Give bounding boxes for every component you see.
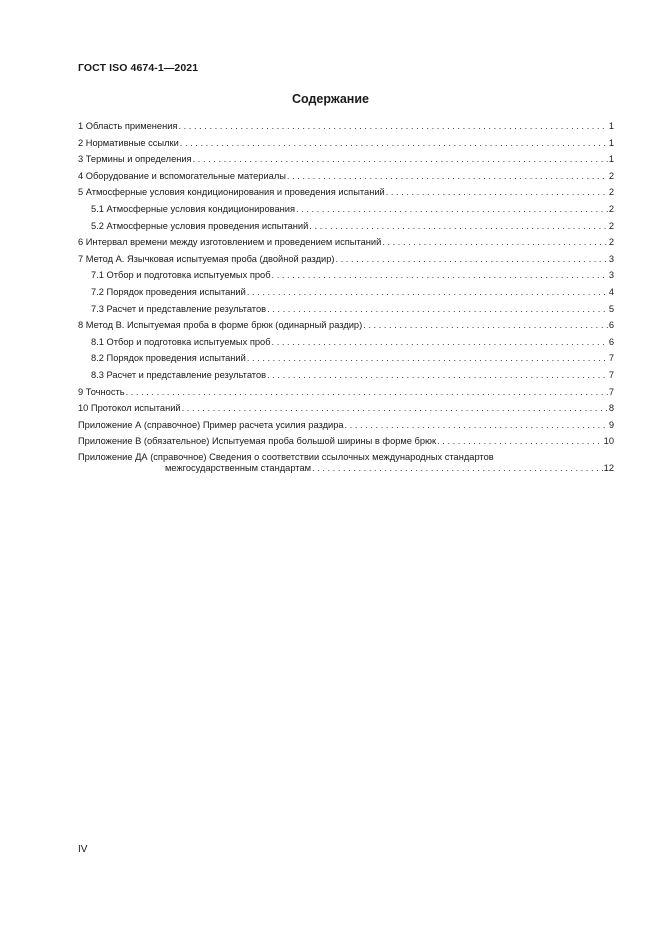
toc-entry-page: 7	[608, 386, 614, 397]
leader-dots	[363, 320, 608, 332]
leader-dots	[272, 337, 608, 349]
toc-subentry[interactable]	[78, 299, 614, 316]
toc-entry[interactable]	[78, 182, 614, 199]
toc-entry-page: 7	[608, 353, 614, 364]
leader-dots	[437, 436, 603, 448]
toc-entry-label: 7 Метод А. Язычковая испытуемая проба (двойной раздир)	[78, 253, 335, 264]
leader-dots	[386, 187, 608, 199]
leader-dots	[312, 463, 603, 475]
toc-subentry[interactable]	[78, 216, 614, 233]
toc-entry-page: 1	[608, 154, 614, 165]
toc-entry[interactable]	[78, 116, 614, 133]
toc-entry[interactable]	[78, 415, 614, 432]
toc-subentry[interactable]	[78, 365, 614, 382]
toc-entry[interactable]	[78, 452, 614, 475]
toc-entry[interactable]	[78, 431, 614, 448]
toc-entry-label: 7.3 Расчет и представление результатов	[91, 303, 267, 314]
toc-entry-label: 7.2 Порядок проведения испытаний	[91, 287, 246, 298]
toc-entry-label: 8.1 Отбор и подготовка испытуемых проб	[91, 336, 271, 347]
toc-entry-label: 8 Метод В. Испытуемая проба в форме брюк (одинарный раздир)	[78, 320, 363, 331]
toc-entry-label: Приложение В (обязательное) Испытуемая проба большой ширины в форме брюк	[78, 436, 437, 447]
toc-entry-label: 6 Интервал времени между изготовлением и проведением испытаний	[78, 237, 382, 248]
toc-entry-page: 2	[608, 170, 614, 181]
toc-subentry[interactable]	[78, 348, 614, 365]
leader-dots	[296, 204, 608, 216]
toc-entry-label: 9 Точность	[78, 386, 125, 397]
toc-entry-page: 7	[608, 370, 614, 380]
toc-title: Содержание	[291, 92, 369, 106]
toc-entry[interactable]	[78, 382, 614, 399]
leader-dots	[247, 353, 608, 365]
leader-dots	[193, 154, 608, 166]
toc-entry-page: 4	[608, 287, 614, 298]
toc-entry[interactable]	[78, 398, 614, 415]
leader-dots	[126, 387, 608, 399]
toc-entry-page: 1	[608, 121, 614, 132]
toc-entry[interactable]	[78, 249, 614, 266]
toc-entry-label: 5 Атмосферные условия кондиционирования и проведения испытаний	[78, 187, 385, 198]
leader-dots	[267, 370, 608, 382]
toc-entry-label: 2 Нормативные ссылки	[78, 137, 179, 148]
leader-dots	[180, 138, 608, 150]
document-code: ГОСТ ISO 4674-1—2021	[78, 62, 199, 74]
toc-entry-page: 3	[608, 270, 614, 281]
toc-entry-continuation	[78, 463, 614, 475]
table-of-contents	[78, 116, 614, 475]
leader-dots	[345, 420, 608, 432]
toc-subentry[interactable]	[78, 282, 614, 299]
toc-entry-label: Приложение А (справочное) Пример расчета усилия раздира	[78, 419, 344, 430]
leader-dots	[247, 287, 608, 299]
leader-dots	[272, 270, 608, 282]
toc-entry-label: 5.1 Атмосферные условия кондиционирования	[91, 204, 295, 215]
toc-entry-label: 8.2 Порядок проведения испытаний	[91, 353, 246, 364]
toc-entry[interactable]	[78, 149, 614, 166]
toc-entry-label: 8.3 Расчет и представление результатов	[91, 370, 267, 380]
toc-entry-page: 5	[608, 303, 614, 314]
toc-entry-label: 4 Оборудование и вспомогательные материалы	[78, 170, 286, 181]
toc-entry-label: 7.1 Отбор и подготовка испытуемых проб	[91, 270, 271, 281]
toc-subentry[interactable]	[78, 332, 614, 349]
leader-dots	[382, 237, 608, 249]
page-number: IV	[78, 844, 88, 855]
toc-entry-page: 9	[608, 419, 614, 430]
toc-entry-page: 6	[608, 336, 614, 347]
toc-entry-page: 2	[608, 220, 614, 231]
leader-dots	[178, 121, 607, 133]
toc-entry-label: 5.2 Атмосферные условия проведения испытаний	[91, 220, 309, 231]
leader-dots	[309, 221, 608, 233]
leader-dots	[335, 254, 607, 266]
toc-entry-page: 3	[608, 253, 614, 264]
toc-entry-label-continued: межгосударственным стандартам	[165, 463, 312, 474]
toc-entry[interactable]	[78, 166, 614, 183]
toc-entry-page: 8	[608, 403, 614, 414]
toc-entry[interactable]	[78, 315, 614, 332]
leader-dots	[267, 304, 608, 316]
toc-entry[interactable]	[78, 133, 614, 150]
leader-dots	[287, 171, 608, 183]
toc-entry-label: 10 Протокол испытаний	[78, 403, 181, 414]
leader-dots	[182, 403, 608, 415]
toc-entry-page: 2	[608, 237, 614, 248]
toc-entry-page: 2	[608, 187, 614, 198]
toc-entry-label: 3 Термины и определения	[78, 154, 192, 165]
toc-subentry[interactable]	[78, 265, 614, 282]
toc-entry-page: 2	[608, 204, 614, 215]
toc-entry-label: Приложение ДА (справочное) Сведения о соответствии ссылочных международных стандартов	[78, 451, 494, 462]
toc-entry-page: 10	[603, 436, 614, 447]
toc-entry-label: 1 Область применения	[78, 121, 178, 132]
toc-entry[interactable]	[78, 232, 614, 249]
toc-subentry[interactable]	[78, 199, 614, 216]
toc-entry-page: 6	[608, 320, 614, 331]
toc-entry-page: 12	[603, 463, 614, 474]
toc-entry-page: 1	[608, 137, 614, 148]
